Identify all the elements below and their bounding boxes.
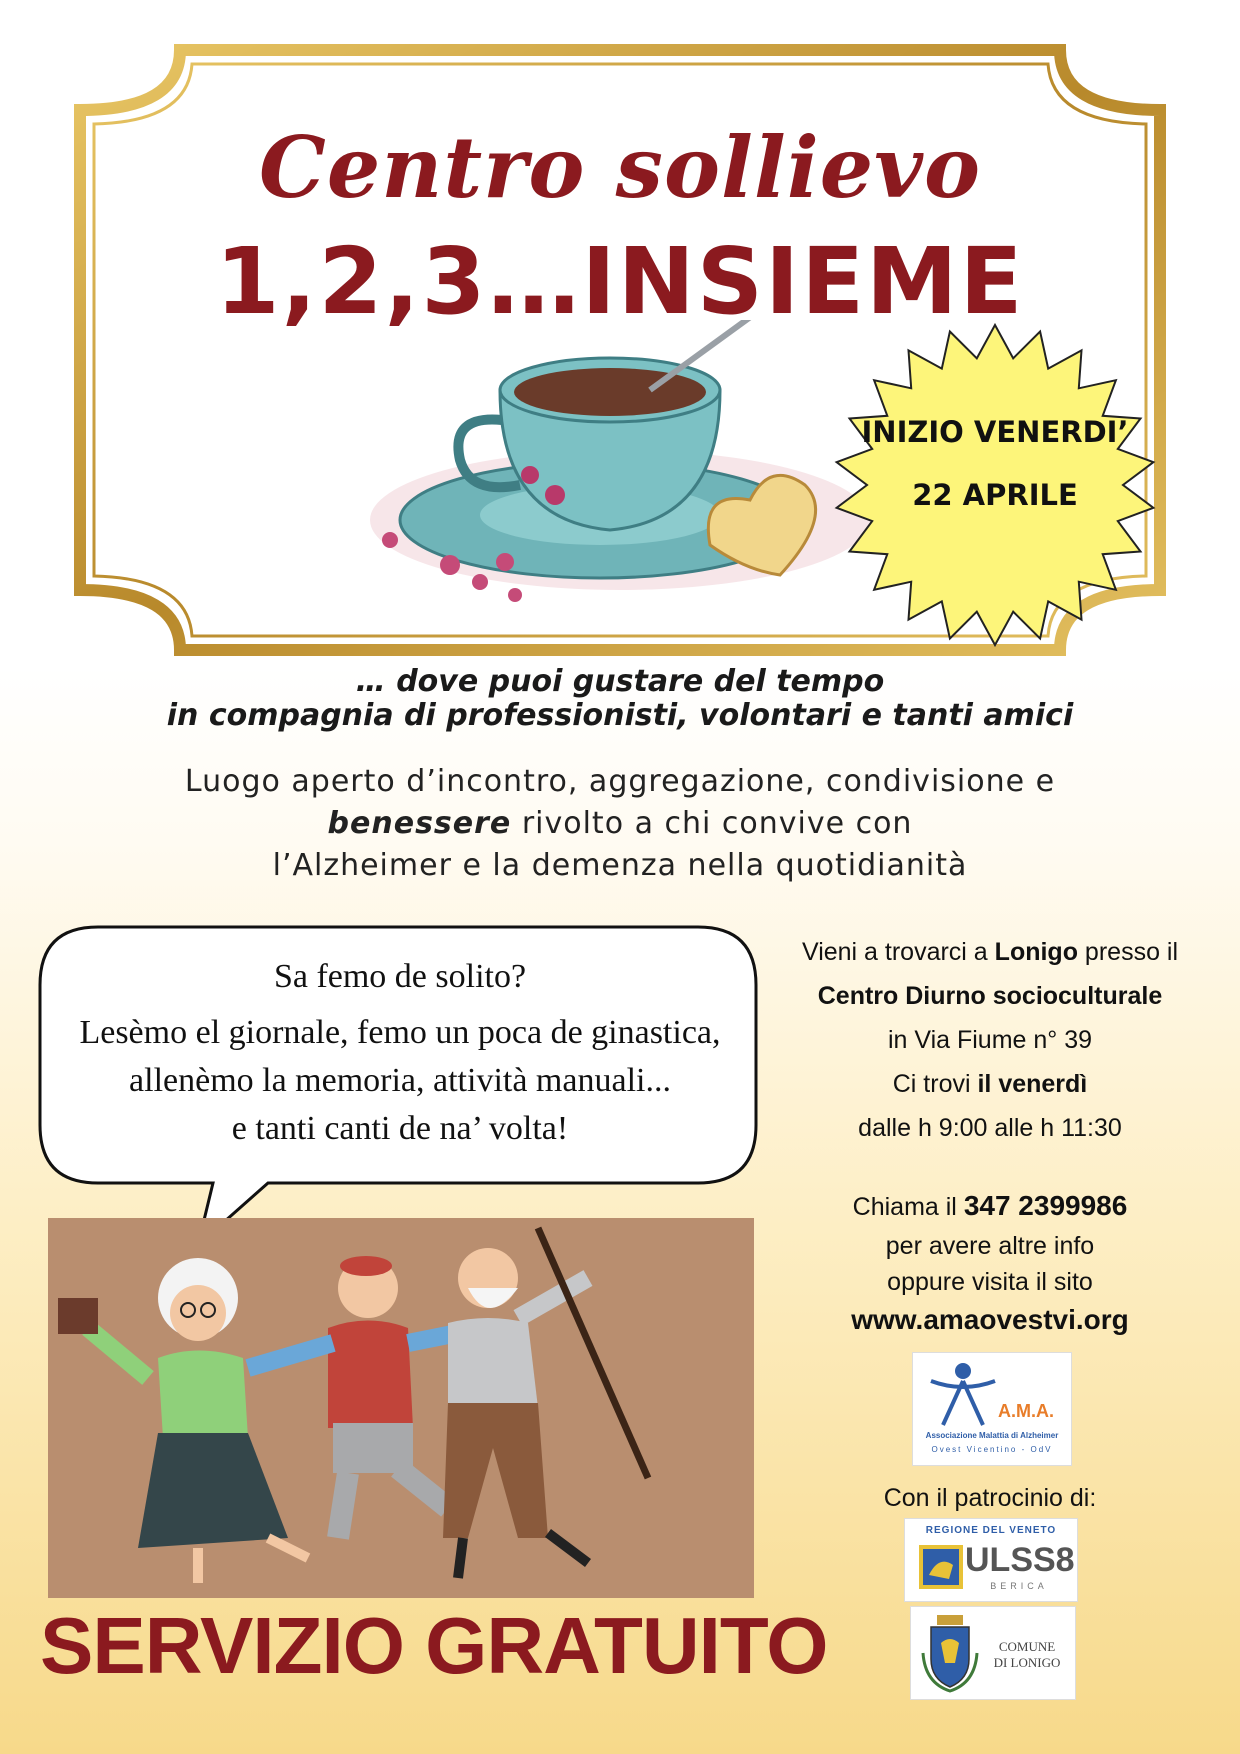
ulss-name: ULSS8 <box>965 1541 1075 1579</box>
badge-line-2: 22 APRILE <box>912 478 1078 512</box>
tagline-line-1: … dove puoi gustare del tempo <box>355 664 885 699</box>
description-bold-word: benessere <box>327 806 512 841</box>
coffee-cup-illustration <box>350 320 890 620</box>
info-day-pre: Ci trovi <box>892 1070 978 1098</box>
info-visit: oppure visita il sito <box>887 1268 1093 1296</box>
ama-subtitle-2: Ovest Vicentino - OdV <box>931 1445 1053 1454</box>
bubble-line-3: allenèmo la memoria, attività manuali... <box>129 1062 671 1099</box>
patronage-label: Con il patrocinio di: <box>883 1484 1097 1512</box>
info-address: in Via Fiume n° 39 <box>887 1026 1093 1054</box>
description-line-2 <box>0 806 1240 841</box>
info-day <box>780 1070 1200 1099</box>
info-call <box>780 1190 1200 1222</box>
ulss8-logo <box>904 1518 1078 1602</box>
info-line-1-pre: Vieni a trovarci a <box>801 938 995 966</box>
badge-line-1: INIZIO VENERDI’ <box>861 415 1129 449</box>
info-town: Lonigo <box>994 938 1078 966</box>
bubble-line-4: e tanti canti de na’ volta! <box>231 1110 569 1147</box>
ama-logo <box>912 1352 1072 1466</box>
phone-number[interactable]: 347 2399986 <box>963 1190 1128 1221</box>
title-line-1: Centro sollievo <box>258 118 982 217</box>
info-more: per avere altre info <box>885 1232 1095 1260</box>
bubble-line-2: Lesèmo el giornale, femo un poca de ginastica, <box>79 1014 721 1051</box>
venice-lion-icon <box>919 1545 963 1589</box>
free-service-heading: SERVIZIO GRATUITO <box>40 1601 828 1690</box>
ulss-region: REGIONE DEL VENETO <box>925 1525 1057 1536</box>
description-line-1: Luogo aperto d’incontro, aggregazione, condivisione e <box>184 764 1056 799</box>
website-link[interactable]: www.amaovestvi.org <box>851 1304 1129 1335</box>
info-center-name <box>780 982 1200 1011</box>
info-day-bold: il venerdì <box>977 1070 1088 1098</box>
description-line-3: l’Alzheimer e la demenza nella quotidianità <box>272 848 968 883</box>
dancing-seniors-illustration <box>48 1218 754 1598</box>
ama-subtitle-1: Associazione Malattia di Alzheimer <box>925 1431 1059 1440</box>
info-line-1-post: presso il <box>1077 938 1179 966</box>
ulss-sub: BERICA <box>990 1581 1048 1591</box>
tagline-line-2: in compagnia di professionisti, volontari e tanti amici <box>166 698 1074 733</box>
description-line-2-rest: rivolto a chi convive con <box>511 806 913 841</box>
lonigo-label-1: COMUNE <box>998 1639 1056 1654</box>
info-hours: dalle h 9:00 alle h 11:30 <box>858 1114 1122 1142</box>
bubble-line-1: Sa femo de solito? <box>273 958 527 995</box>
info-line-1 <box>780 938 1200 967</box>
info-center-bold: Centro Diurno socioculturale <box>817 982 1163 1010</box>
lonigo-coat-of-arms-icon <box>919 1613 981 1693</box>
lonigo-label-2: DI LONIGO <box>993 1655 1061 1670</box>
title-line-2: 1,2,3…INSIEME <box>215 228 1025 335</box>
ama-name: A.M.A. <box>998 1401 1054 1421</box>
lonigo-logo <box>910 1606 1076 1700</box>
info-call-pre: Chiama il <box>852 1193 964 1221</box>
